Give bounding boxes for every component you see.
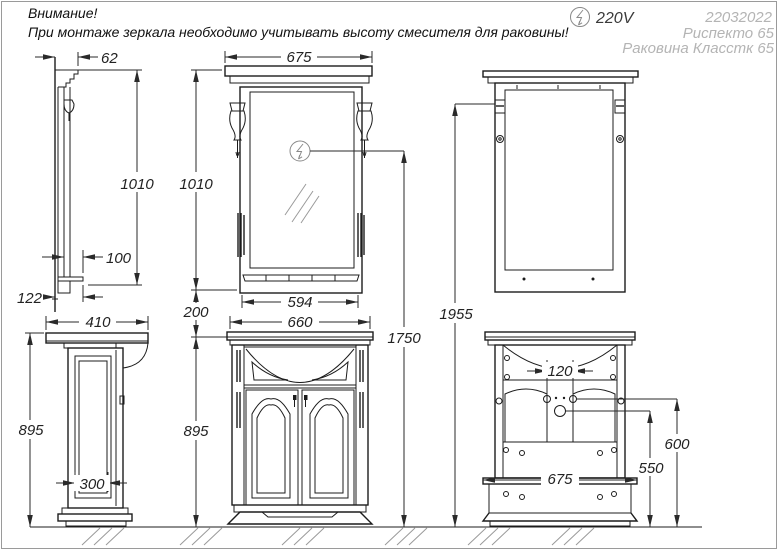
door-left [246,390,298,505]
dimension-mount-height [434,104,495,527]
warning-text: При монтаже зеркала необходимо учитывать высоту смесителя для раковины! [28,24,569,40]
mount-bracket-left [495,100,505,113]
dimension-mirror-width [225,48,372,66]
dim-label-1010-side: 1010 [120,176,154,193]
dimension-plinth-width [483,470,637,488]
dimension-cabinet-width [230,314,370,331]
door-right [302,390,354,505]
dim-label-100: 100 [106,250,132,267]
cabinet-back-view [483,332,637,526]
voltage-label: 220V [596,10,634,27]
dim-label-675-bottom: 675 [547,471,573,488]
cabinet-front-view [227,332,373,524]
dim-label-300: 300 [79,476,105,493]
dim-label-120: 120 [547,363,573,380]
dimension-shelf-width [242,294,358,311]
dimension-cabinet-height [178,337,215,527]
dimension-cabinet-depth [46,314,148,331]
dim-label-895-front: 895 [183,423,209,440]
dim-label-675-top: 675 [286,49,312,66]
dimension-socket-height [382,151,426,527]
mount-bracket-right [615,100,625,113]
dimension-cabinet-side-height [13,333,49,527]
product-name-2: Раковина Класстк 65 [622,40,774,57]
dim-label-410: 410 [85,314,111,331]
dim-label-550: 550 [638,460,664,477]
socket-point-icon [290,141,310,161]
dim-label-122: 122 [16,290,42,307]
dimension-mirror-total-depth [17,285,103,307]
dim-label-1955: 1955 [439,306,473,323]
electric-symbol-icon [571,8,590,27]
dim-label-594: 594 [287,294,313,311]
mirror-front-view [225,66,404,293]
cabinet-side-view [46,333,148,526]
product-name: Риспекто 65 [682,25,774,42]
dim-label-200: 200 [183,304,209,321]
dimension-hole-550 [566,411,670,527]
floor-line [30,527,702,545]
door-knobs [293,395,308,407]
sconce-left [230,103,246,158]
mirror-side-view [52,57,83,312]
mirror-back-view [483,71,638,292]
sconce-right [357,103,373,158]
dim-label-1010-front: 1010 [179,176,213,193]
dim-label-660: 660 [287,314,313,331]
dimension-drain-gap [527,360,593,395]
dimension-gap-200 [178,290,227,337]
order-number: 22032022 [705,9,772,26]
dimension-mirror-side-depth [35,50,118,67]
warning-title: Внимание! [28,5,98,21]
dimension-mirror-height [176,70,237,290]
dim-label-62: 62 [101,50,118,67]
dim-label-1750: 1750 [387,330,421,347]
dim-label-895-side: 895 [18,422,44,439]
dim-label-600: 600 [664,436,690,453]
